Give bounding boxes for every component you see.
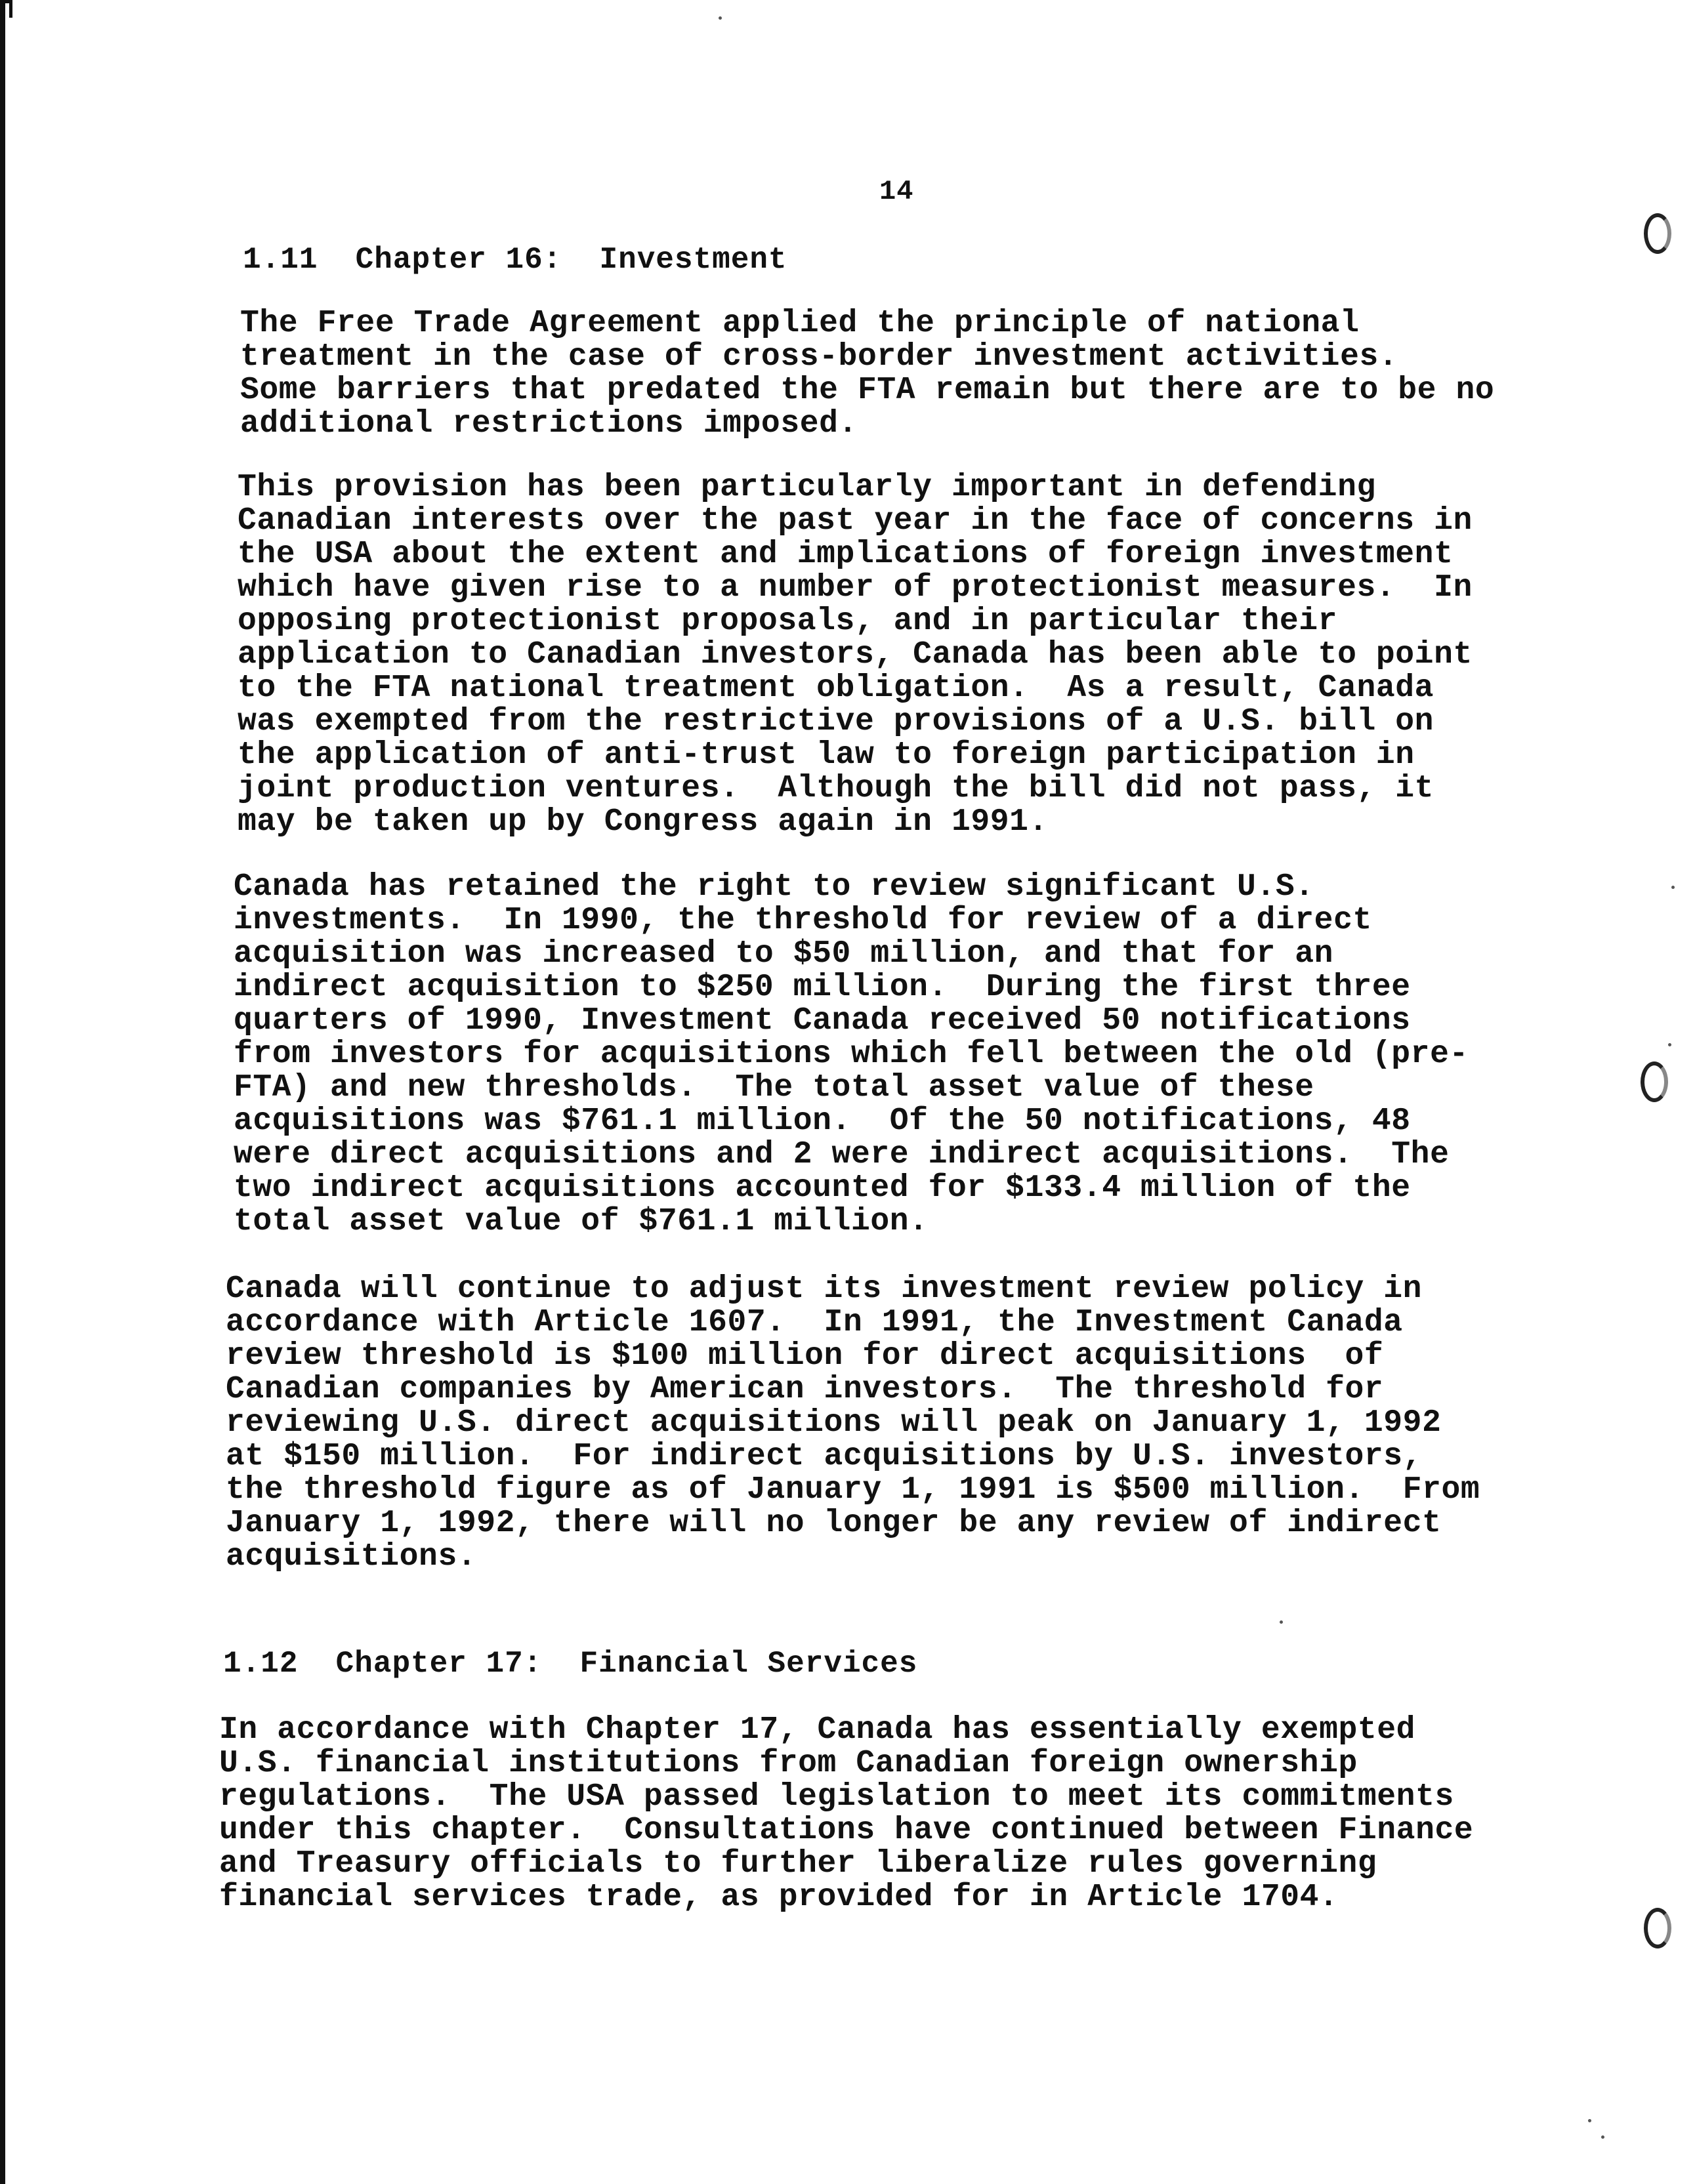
scan-speck (1601, 2135, 1604, 2139)
paragraph-protectionist-measures: This provision has been particularly important in defending Canadian interests over the past year in the face of concerns in the USA about the extent and implications of foreign investment which have given rise to a number of protectionist measures. In opposing protectionist proposals, and in particular their application to Canadian investors, Canada has been able to point to the FTA national treatment obligation. As a result, Canada was exempted from the restrictive provisions of a U.S. bill on the application of anti-trust law to foreign participation in joint production ventures. Although the bill did not pass, it may be taken up by Congress again in 1991. (238, 470, 1473, 840)
binder-hole-bottom-icon (1644, 1908, 1670, 1945)
scan-speck (719, 16, 722, 20)
scan-speck (1588, 2119, 1591, 2122)
scan-corner-mark (0, 0, 12, 18)
scan-left-edge (0, 0, 5, 2184)
scan-speck (1671, 886, 1675, 889)
section-heading-financial-services: 1.12 Chapter 17: Financial Services (223, 1647, 918, 1681)
page-number: 14 (879, 176, 914, 207)
binder-hole-top-icon (1644, 213, 1670, 250)
scan-speck (1668, 1043, 1671, 1046)
binder-hole-middle-icon (1641, 1061, 1667, 1098)
paragraph-review-thresholds: Canada has retained the right to review significant U.S. investments. In 1990, the threshold for review of a direct acquisition was increased to $50 million, and that for an indirect acquisition to $250 million. During the first three quarters of 1990, Investment Canada received 50 notifications from investors for acquisitions which fell between the old (pre- FTA) and new thresholds. The total asset value of these acquisitions was $761.1 million. Of the 50 notifications, 48 were direct acquisitions and 2 were indirect acquisitions. The two indirect acquisitions accounted for $133.4 million of the total asset value of $761.1 million. (234, 869, 1469, 1239)
paragraph-national-treatment: The Free Trade Agreement applied the principle of national treatment in the case of cross-border investment activities. Some barriers that predated the FTA remain but there are to be no additional restrictions imposed. (240, 306, 1495, 442)
section-heading-investment: 1.11 Chapter 16: Investment (243, 243, 787, 277)
scan-speck (1280, 1620, 1283, 1624)
paragraph-financial-institutions: In accordance with Chapter 17, Canada has essentially exempted U.S. financial institutions from Canadian foreign ownership regulations. The USA passed legislation to meet its commitments under this chapter. Consultations have continued between Finance and Treasury officials to further liberalize rules governing financial services trade, as provided for in Article 1704. (219, 1712, 1474, 1915)
paragraph-investment-review-policy: Canada will continue to adjust its investment review policy in accordance with Article 1607. In 1991, the Investment Canada review threshold is $100 million for direct acquisitions of Canadian companies by American investors. The threshold for reviewing U.S. direct acquisitions will peak on January 1, 1992 at $150 million. For indirect acquisitions by U.S. investors, the threshold figure as of January 1, 1991 is $500 million. From January 1, 1992, there will no longer be any review of indirect acquisitions. (226, 1271, 1480, 1575)
